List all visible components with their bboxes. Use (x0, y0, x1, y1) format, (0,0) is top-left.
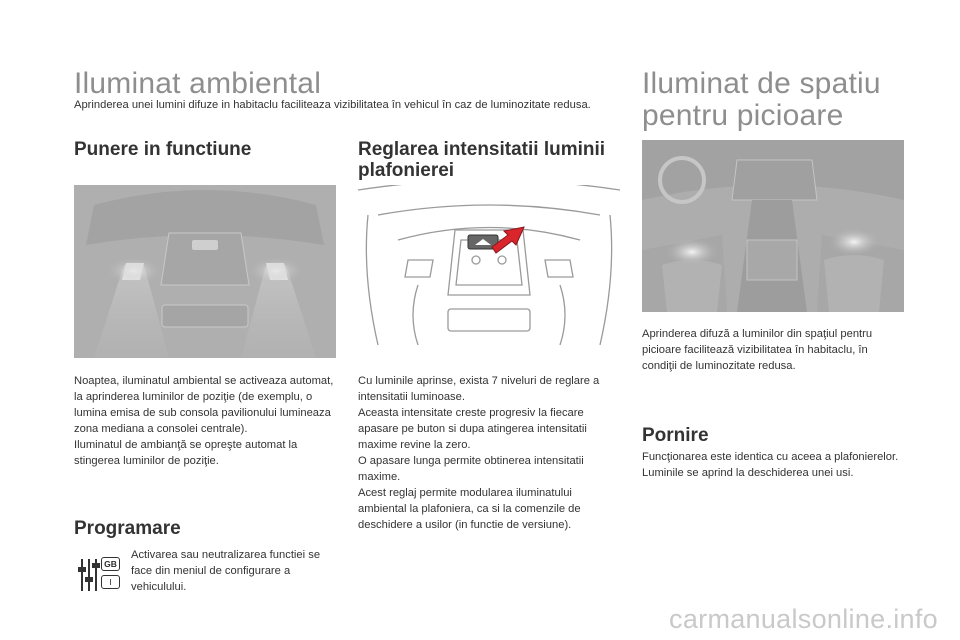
pornire-text: Funcţionarea este identica cu aceea a plafonierelor. Luminile se aprind la deschiderea unei usi. (642, 451, 899, 479)
punere-paragraph-1: Noaptea, iluminatul ambiental se activeaza automat, la aprinderea luminilor de poziţie (de exemplu, o lumina emisa de sub consola pavilionului lumineaza zona mediana a consolei centrale). (74, 375, 334, 435)
heading-programare: Programare (74, 518, 181, 539)
programare-text: Activarea sau neutralizarea functiei se face din meniul de configurare a vehiculului. (131, 549, 321, 593)
reglarea-paragraph-1: Cu luminile aprinse, exista 7 niveluri de reglare a intensitatii luminoase. (358, 375, 600, 403)
reglarea-paragraph-2: Aceasta intensitate creste progresiv la fiecare apasare pe buton si dupa atingerea intensitatii maxime revine la zero. (358, 407, 587, 451)
heading-punere: Punere in functiune (74, 139, 252, 160)
heading-reglarea: Reglarea intensitatii luminii plafonierei (358, 139, 606, 181)
footwell-description: Aprinderea difuză a luminilor din spaţiul pentru picioare facilitează vizibilitatea în habitaclu, în condiţii de luminozitate redusa. (642, 328, 873, 372)
reglarea-paragraph-3: O apasare lunga permite obtinerea intensitatii maxime. (358, 455, 584, 483)
heading-pornire: Pornire (642, 425, 709, 446)
footwell-light-photo (642, 140, 904, 312)
ambient-light-photo (74, 185, 336, 358)
title-line-1: Iluminat de spatiu (642, 67, 881, 100)
language-badge-gb: GB (101, 557, 120, 571)
language-badge-i: I (101, 575, 120, 589)
ceiling-console-drawing (358, 185, 620, 345)
page-title-footwell (642, 68, 881, 132)
page-title-ambient: Iluminat ambiental (74, 67, 322, 100)
title-line-2: pentru picioare (642, 99, 844, 132)
intro-text: Aprinderea unei lumini difuze in habitaclu faciliteaza vizibilitatea în vehicul în caz de luminozitate redusa. (74, 99, 591, 111)
watermark: carmanualsonline.info (669, 604, 938, 634)
punere-paragraph-2: Iluminatul de ambianţă se opreşte automat la stingerea luminilor de poziţie. (74, 439, 298, 467)
punere-text (74, 373, 336, 469)
reglarea-text (358, 373, 620, 533)
reglarea-paragraph-4: Acest reglaj permite modularea iluminatului ambiental la plafoniera, ca si la comenzile de deschidere a usilor (in functie de versiune). (358, 487, 581, 531)
